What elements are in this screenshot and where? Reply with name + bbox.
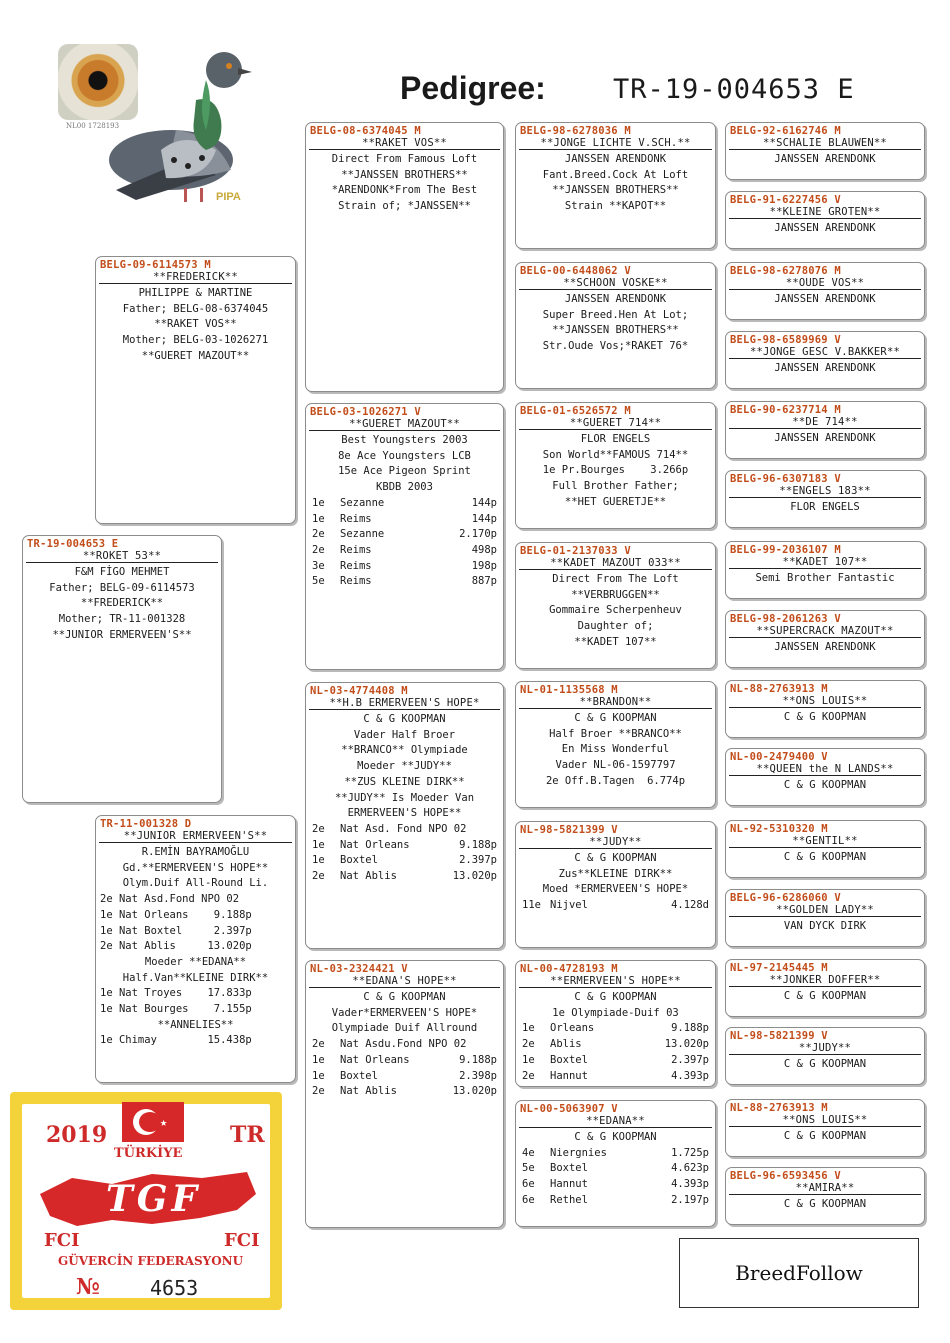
info-line: Olympiade Duif Allround <box>331 1022 478 1035</box>
race-location: Boxtel <box>550 1053 588 1066</box>
race-result <box>516 1177 715 1193</box>
race-location: Orleans <box>550 1022 595 1035</box>
race-score: 1.725p <box>671 1146 709 1159</box>
grandparent-card <box>305 960 504 1228</box>
passport-year: 2019 <box>46 1122 108 1148</box>
info-line: **ZUS KLEINE DIRK** <box>344 775 465 788</box>
info-line: Semi Brother Fantastic <box>755 572 895 584</box>
ancestor-card <box>725 820 925 878</box>
pigeon-photo <box>66 40 266 210</box>
info-line: Best Youngsters 2003 <box>341 434 468 446</box>
pigeon-name: **RAKET VOS** <box>309 137 500 150</box>
info-line: Full Brother Father; <box>552 480 679 493</box>
ring-number: NL-97-2145445 M <box>730 962 828 974</box>
info-line: **HET GUERETJE** <box>564 495 667 508</box>
race-result <box>306 496 503 512</box>
pigeon-name: **GUERET 714** <box>519 417 712 430</box>
pigeon-name: **JUDY** <box>729 1042 921 1055</box>
race-place: 1e <box>312 854 325 867</box>
info-line: **GUERET MAZOUT** <box>141 349 250 362</box>
race-place: 2e <box>312 543 325 556</box>
ring-number: NL-03-4774408 M <box>310 685 408 697</box>
race-score: 144p <box>471 496 497 509</box>
pigeon-name: **JUDY** <box>519 836 712 849</box>
race-result <box>516 898 715 914</box>
race-location: Nat Asd. Fond NPO 02 <box>340 822 467 835</box>
pigeon-name: **H.B ERMERVEEN'S HOPE* <box>309 697 500 710</box>
race-result <box>516 1161 715 1177</box>
ring-number: BELG-98-6589969 V <box>730 334 841 346</box>
info-line: JANSSEN ARENDONK <box>774 641 876 653</box>
info-line: *ARENDONK*From The Best <box>331 184 478 197</box>
ring-number: NL-98-5821399 V <box>520 824 618 836</box>
info-line: Gd.**ERMERVEEN'S HOPE** <box>122 861 269 874</box>
race-result <box>306 1084 503 1100</box>
ancestor-card <box>725 470 925 528</box>
passport-federation: GÜVERCİN FEDERASYONU <box>58 1254 244 1268</box>
info-line: Zus**KLEINE DIRK** <box>558 867 673 880</box>
race-place: 2e <box>312 528 325 541</box>
info-line: **JANSSEN BROTHERS** <box>552 324 679 337</box>
ring-number: BELG-01-2137033 V <box>520 545 631 557</box>
passport-country: TÜRKİYE <box>114 1146 183 1161</box>
race-place: 2e <box>312 1038 325 1051</box>
ring-number: NL-01-1135568 M <box>520 684 618 696</box>
race-place: 1e <box>312 512 325 525</box>
race-score: 2.397p <box>671 1053 709 1066</box>
pigeon-name: **OUDE VOS** <box>729 277 921 290</box>
ring-number: BELG-91-6227456 V <box>730 194 841 206</box>
ancestor-card <box>725 191 925 249</box>
info-line: JANSSEN ARENDONK <box>774 293 876 305</box>
pigeon-name: **JONGE LICHTE V.SCH.** <box>519 137 712 150</box>
race-place: 3e <box>312 559 325 572</box>
info-line: 2e Nat Asd.Fond NPO 02 <box>100 893 240 906</box>
race-place: 1e <box>522 1022 535 1035</box>
race-score: 2.398p <box>459 1069 497 1082</box>
passport-country-code: TR <box>230 1122 265 1148</box>
race-score: 2.197p <box>671 1193 709 1206</box>
pigeon-name: **GOLDEN LADY** <box>729 904 921 917</box>
race-location: Nat Asdu.Fond NPO 02 <box>340 1038 467 1051</box>
race-result <box>306 512 503 528</box>
race-score: 4.623p <box>671 1162 709 1175</box>
pigeon-name: **JONGE GESC V.BAKKER** <box>729 346 921 359</box>
race-score: 4.393p <box>671 1069 709 1082</box>
ancestor-card <box>725 959 925 1017</box>
race-place: 2e <box>312 822 325 835</box>
pigeon-name: **ENGELS 183** <box>729 485 921 498</box>
ring-number: TR-11-001328 D <box>100 818 192 830</box>
page-title: Pedigree: <box>400 70 546 106</box>
ring-number: BELG-92-6162746 M <box>730 125 841 137</box>
info-line: Str.Oude Vos;*RAKET 76* <box>542 340 689 353</box>
race-place: 5e <box>312 575 325 588</box>
info-line: **BRANCO** Olympiade <box>341 744 468 757</box>
race-score: 9.188p <box>671 1022 709 1035</box>
ancestor-card <box>725 1027 925 1085</box>
info-line: Moeder **JUDY** <box>357 760 452 773</box>
race-score: 887p <box>471 575 497 588</box>
pigeon-name: **GENTIL** <box>729 835 921 848</box>
mother-card <box>95 815 296 1083</box>
info-line: Son World**FAMOUS 714** <box>542 448 689 461</box>
ring-number: NL-98-5821399 V <box>730 1030 828 1042</box>
ancestor-card <box>725 541 925 599</box>
subject-ring-title: TR-19-004653 E <box>613 74 855 105</box>
breedfollow-label: BreedFollow <box>679 1238 919 1308</box>
race-score: 13.020p <box>452 1085 497 1098</box>
info-line: Half.Van**KLEINE DIRK** <box>122 971 269 984</box>
race-score: 4.393p <box>671 1178 709 1191</box>
race-result <box>516 1021 715 1037</box>
race-result <box>306 574 503 590</box>
great-grandparent-card <box>515 402 716 529</box>
race-location: Boxtel <box>550 1162 588 1175</box>
info-line: 2e Off.B.Tagen 6.774p <box>545 774 686 787</box>
info-line: C & G KOOPMAN <box>783 1198 867 1210</box>
race-score: 13.020p <box>664 1038 709 1051</box>
info-line: Vader Half Broer <box>353 728 456 741</box>
info-line: En Miss Wonderful <box>561 743 670 756</box>
passport-fci-left: FCI <box>44 1230 80 1251</box>
race-location: Hannut <box>550 1178 588 1191</box>
race-result <box>516 1053 715 1069</box>
race-result <box>306 838 503 854</box>
race-place: 6e <box>522 1193 535 1206</box>
race-place: 11e <box>522 899 541 912</box>
info-line: **ANNELIES** <box>157 1018 234 1031</box>
race-place: 6e <box>522 1178 535 1191</box>
info-line: Direct From Famous Loft <box>331 153 478 165</box>
pigeon-name: **KLEINE GROTEN** <box>729 206 921 219</box>
race-location: Nat Ablis <box>340 870 397 883</box>
info-line: 15e Ace Pigeon Sprint <box>338 465 471 478</box>
pigeon-name: **GUERET MAZOUT** <box>309 418 500 431</box>
info-line: **JUNIOR ERMERVEEN'S** <box>52 628 192 641</box>
race-place: 2e <box>312 870 325 883</box>
info-line: **KADET 107** <box>574 635 657 648</box>
ring-number: BELG-09-6114573 M <box>100 259 211 271</box>
info-line: JANSSEN ARENDONK <box>774 362 876 374</box>
ring-number: BELG-03-1026271 V <box>310 406 421 418</box>
race-score: 198p <box>471 559 497 572</box>
great-grandparent-card <box>515 542 716 669</box>
ring-number: BELG-90-6237714 M <box>730 404 841 416</box>
grandparent-card <box>305 122 504 392</box>
great-grandparent-card <box>515 821 716 948</box>
race-result <box>516 1069 715 1085</box>
info-line: JANSSEN ARENDONK <box>564 153 667 165</box>
pigeon-name: **BRANDON** <box>519 696 712 709</box>
info-line: C & G KOOPMAN <box>783 1130 867 1142</box>
info-line: 2e Nat Ablis 13.020p <box>100 940 252 953</box>
pigeon-name: **KADET 107** <box>729 556 921 569</box>
info-line: 8e Ace Youngsters LCB <box>338 449 471 462</box>
pigeon-name: **ONS LOUIS** <box>729 695 921 708</box>
race-result <box>516 1193 715 1209</box>
race-place: 2e <box>312 1085 325 1098</box>
passport-number: 4653 <box>150 1276 199 1300</box>
father-card <box>95 256 296 524</box>
info-line: 1e Pr.Bourges 3.266p <box>542 464 689 477</box>
info-line: JANSSEN ARENDONK <box>564 293 667 305</box>
info-line: Daughter of; <box>577 620 654 633</box>
info-line: **JANSSEN BROTHERS** <box>552 184 679 197</box>
pigeon-name: **EDANA** <box>519 1115 712 1128</box>
info-line: Mother; TR-11-001328 <box>58 613 186 626</box>
pigeon-name: **JUNIOR ERMERVEEN'S** <box>99 830 292 843</box>
race-location: Niergnies <box>550 1146 607 1159</box>
ring-number: BELG-99-2036107 M <box>730 544 841 556</box>
grandparent-card <box>305 682 504 949</box>
info-line: ERMERVEEN'S HOPE** <box>347 807 462 820</box>
info-line: **VERBRUGGEN** <box>571 588 660 601</box>
ancestor-card <box>725 889 925 947</box>
pigeon-name: **AMIRA** <box>729 1182 921 1195</box>
owner: PHILIPPE & MARTINE <box>138 287 253 299</box>
race-result <box>306 559 503 575</box>
turkey-flag: ★ <box>122 1102 184 1142</box>
ancestor-card <box>725 748 925 806</box>
info-line: C & G KOOPMAN <box>363 713 446 725</box>
info-line: Father; BELG-08-6374045 <box>122 302 269 315</box>
info-line: Vader*ERMERVEEN'S HOPE* <box>331 1006 478 1019</box>
info-line: 1e Nat Troyes 17.833p <box>100 987 252 1000</box>
race-result <box>306 1037 503 1053</box>
pigeon-name: **EDANA'S HOPE** <box>309 975 500 988</box>
info-line: Half Broer **BRANCO** <box>549 727 682 740</box>
pigeon-name: **ERMERVEEN'S HOPE** <box>519 975 712 988</box>
race-place: 2e <box>522 1069 535 1082</box>
race-location: Reims <box>340 575 372 588</box>
ancestor-card <box>725 1167 925 1225</box>
info-line: Father; BELG-09-6114573 <box>49 581 195 594</box>
race-score: 9.188p <box>459 1053 497 1066</box>
tgf-passport-card <box>10 1092 282 1310</box>
pigeon-name: **KADET MAZOUT 033** <box>519 557 712 570</box>
subject-card <box>22 535 222 803</box>
great-grandparent-card <box>515 1100 716 1227</box>
race-place: 1e <box>312 1069 325 1082</box>
ancestor-card <box>725 1099 925 1157</box>
info-line: C & G KOOPMAN <box>574 712 657 724</box>
pigeon-name: **QUEEN the N LANDS** <box>729 763 921 776</box>
race-score: 2.170p <box>459 528 497 541</box>
info-line: **JANSSEN BROTHERS** <box>341 168 468 181</box>
info-line: C & G KOOPMAN <box>783 990 867 1002</box>
info-line: Direct From The Loft <box>552 573 679 585</box>
race-location: Boxtel <box>340 1069 378 1082</box>
race-score: 144p <box>471 512 497 525</box>
great-grandparent-card <box>515 681 716 808</box>
race-location: Reims <box>340 543 372 556</box>
info-line: JANSSEN ARENDONK <box>774 432 876 444</box>
info-line: C & G KOOPMAN <box>574 991 657 1003</box>
race-score: 9.188p <box>459 838 497 851</box>
race-result <box>306 822 503 838</box>
ring-number: BELG-96-6307183 V <box>730 473 841 485</box>
race-location: Nat Orleans <box>340 1053 410 1066</box>
ancestor-card <box>725 122 925 180</box>
info-line: C & G KOOPMAN <box>783 711 867 723</box>
race-result <box>306 853 503 869</box>
info-line: **RAKET VOS** <box>154 318 237 331</box>
info-line: Mother; BELG-03-1026271 <box>122 334 269 347</box>
race-result <box>516 1146 715 1162</box>
race-result <box>306 1053 503 1069</box>
race-location: Ablis <box>550 1038 582 1051</box>
info-line: Moeder **EDANA** <box>144 955 247 968</box>
info-line: VAN DYCK DIRK <box>783 920 867 932</box>
owner: F&M FİGO MEHMET <box>74 566 170 578</box>
ring-number: BELG-96-6286060 V <box>730 892 841 904</box>
info-line: Fant.Breed.Cock At Loft <box>542 168 689 181</box>
great-grandparent-card <box>515 960 716 1087</box>
info-line: C & G KOOPMAN <box>574 1131 657 1143</box>
info-line: C & G KOOPMAN <box>574 852 657 864</box>
info-line: **JUDY** Is Moeder Van <box>334 791 475 804</box>
info-line: **FREDERICK** <box>80 597 164 610</box>
race-location: Nijvel <box>550 899 588 912</box>
race-score: 4.128d <box>671 899 709 912</box>
race-place: 1e <box>312 838 325 851</box>
info-line: Strain of; *JANSSEN** <box>338 200 471 213</box>
ring-number: NL-88-2763913 M <box>730 683 828 695</box>
race-score: 13.020p <box>452 870 497 883</box>
passport-no-label: № <box>76 1274 100 1300</box>
info-line: C & G KOOPMAN <box>363 991 446 1003</box>
info-line: 1e Nat Boxtel 2.397p <box>100 924 252 937</box>
ancestor-card <box>725 680 925 738</box>
great-grandparent-card <box>515 262 716 389</box>
info-line: KBDB 2003 <box>376 481 433 494</box>
race-result <box>306 527 503 543</box>
ring-number: TR-19-004653 E <box>27 538 119 550</box>
race-location: Reims <box>340 512 372 525</box>
info-line: JANSSEN ARENDONK <box>774 222 876 234</box>
info-line: C & G KOOPMAN <box>783 1058 867 1070</box>
race-location: Nat Orleans <box>340 838 410 851</box>
passport-org: TGF <box>106 1178 202 1220</box>
info-line: C & G KOOPMAN <box>783 779 867 791</box>
passport-fci-right: FCI <box>224 1230 260 1251</box>
info-line: 1e Olympiade-Duif 03 <box>552 1006 679 1019</box>
race-result <box>306 543 503 559</box>
ring-number: BELG-96-6593456 V <box>730 1170 841 1182</box>
race-location: Nat Ablis <box>340 1085 397 1098</box>
pigeon-name: **JONKER DOFFER** <box>729 974 921 987</box>
race-location: Reims <box>340 559 372 572</box>
ring-number: NL-92-5310320 M <box>730 823 828 835</box>
race-result <box>516 1037 715 1053</box>
pigeon-name: **DE 714** <box>729 416 921 429</box>
info-line: 1e Chimay 15.438p <box>100 1034 252 1047</box>
info-line: FLOR ENGELS <box>580 433 651 445</box>
grandparent-card <box>305 403 504 670</box>
info-line: Olym.Duif All-Round Li. <box>122 877 269 890</box>
pigeon-name: **FREDERICK** <box>99 271 292 284</box>
info-line: 1e Nat Bourges 7.155p <box>100 1003 252 1016</box>
ancestor-card <box>725 331 925 389</box>
ring-number: BELG-98-6278076 M <box>730 265 841 277</box>
info-line: FLOR ENGELS <box>790 501 860 513</box>
race-place: 4e <box>522 1146 535 1159</box>
pigeon-name: **SUPERCRACK MAZOUT** <box>729 625 921 638</box>
race-location: Sezanne <box>340 528 385 541</box>
eye-photo-code: NL00 1728193 <box>66 122 120 130</box>
owner: R.EMİN BAYRAMOĞLU <box>141 846 250 858</box>
pipa-logo: PIPA <box>216 191 241 203</box>
pigeon-name: **ROKET 53** <box>26 550 218 563</box>
info-line: Strain **KAPOT** <box>564 200 667 213</box>
ring-number: BELG-08-6374045 M <box>310 125 421 137</box>
ring-number: NL-00-4728193 M <box>520 963 618 975</box>
info-line: Vader NL-06-1597797 <box>555 759 676 772</box>
race-place: 1e <box>312 496 325 509</box>
ring-number: NL-00-5063907 V <box>520 1103 618 1115</box>
ring-number: NL-00-2479400 V <box>730 751 828 763</box>
pigeon-name: **SCHOON VOSKE** <box>519 277 712 290</box>
race-location: Boxtel <box>340 854 378 867</box>
ring-number: BELG-98-6278036 M <box>520 125 631 137</box>
race-place: 2e <box>522 1038 535 1051</box>
race-place: 5e <box>522 1162 535 1175</box>
ring-number: NL-03-2324421 V <box>310 963 408 975</box>
race-result <box>306 1069 503 1085</box>
info-line: C & G KOOPMAN <box>783 851 867 863</box>
race-score: 498p <box>471 543 497 556</box>
info-line: Moed *ERMERVEEN'S HOPE* <box>542 883 689 896</box>
ancestor-card <box>725 262 925 320</box>
race-result <box>306 869 503 885</box>
race-location: Hannut <box>550 1069 588 1082</box>
ring-number: BELG-01-6526572 M <box>520 405 631 417</box>
race-location: Rethel <box>550 1193 588 1206</box>
info-line: 1e Nat Orleans 9.188p <box>100 908 252 921</box>
ring-number: NL-88-2763913 M <box>730 1102 828 1114</box>
ancestor-card <box>725 401 925 459</box>
ring-number: BELG-98-2061263 V <box>730 613 841 625</box>
race-location: Sezanne <box>340 496 385 509</box>
pigeon-name: **ONS LOUIS** <box>729 1114 921 1127</box>
great-grandparent-card <box>515 122 716 249</box>
race-place: 1e <box>522 1053 535 1066</box>
info-line: Gommaire Scherpenheuv <box>549 604 682 617</box>
race-place: 1e <box>312 1053 325 1066</box>
race-score: 2.397p <box>459 854 497 867</box>
pigeon-name: **SCHALIE BLAUWEN** <box>729 137 921 150</box>
ring-number: BELG-00-6448062 V <box>520 265 631 277</box>
info-line: JANSSEN ARENDONK <box>774 153 876 165</box>
ancestor-card <box>725 610 925 668</box>
info-line: Super Breed.Hen At Lot; <box>542 308 689 321</box>
